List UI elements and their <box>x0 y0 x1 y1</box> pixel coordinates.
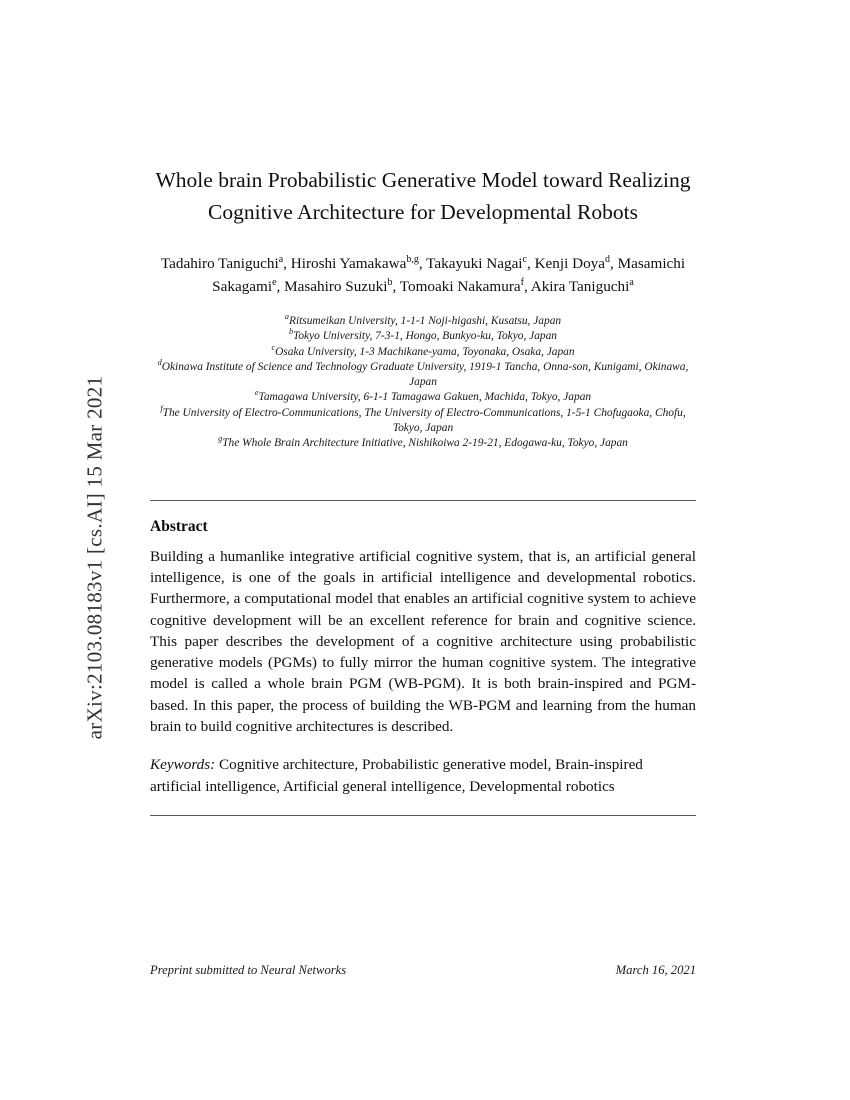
affiliation: $^c$Osaka University, 1-3 Machikane-yama, Toyonaka, Osaka, Japan <box>271 342 575 358</box>
affiliation: $^e$Tamagawa University, 6-1-1 Tamagawa Gakuen, Machida, Tokyo, Japan <box>254 388 592 404</box>
arxiv-stamp-text: arXiv:2103.08183v1 [cs.AI] 15 Mar 2021 <box>82 375 107 740</box>
affiliation-mark: b <box>288 327 294 337</box>
paper-content <box>150 0 696 1100</box>
affiliation-mark: d <box>157 358 162 368</box>
divider-below-keywords <box>150 815 696 816</box>
author-list: Tadahiro Taniguchi$^a$, Hiroshi Yamakawa$^{b,g}$, Takayuki Nagai$^c$, Kenji Doya$^d$, Masamichi Sakagami$^e$, Masahiro Suzuki$^b$, Tomoaki Nakamura$^f$, Akira Taniguchi$^a$ <box>160 253 686 295</box>
affiliation-mark: f <box>160 403 163 413</box>
author: Masahiro Suzuki$^b$ <box>284 276 393 295</box>
author-affiliation-mark: d <box>605 253 611 265</box>
abstract-heading: Abstract <box>150 517 208 535</box>
arxiv-stamp <box>0 0 110 1100</box>
footer-right: March 16, 2021 <box>615 963 696 977</box>
affiliation-mark: g <box>218 434 223 444</box>
affiliation: $^b$Tokyo University, 7-3-1, Hongo, Bunkyo-ku, Tokyo, Japan <box>288 327 558 343</box>
author: Takayuki Nagai$^c$ <box>426 253 527 272</box>
keywords <box>150 754 696 797</box>
author: Kenji Doya$^d$ <box>534 253 611 272</box>
author: Tadahiro Taniguchi$^a$ <box>160 253 284 272</box>
page-footer <box>150 963 696 978</box>
affiliation: $^d$Okinawa Institute of Science and Technology Graduate University, 1919-1 Tancha, Onna-son, Kunigami, Okinawa, Japan <box>157 358 689 389</box>
keywords-text: Cognitive architecture, Probabilistic generative model, Brain-inspired artificial intelligence, Artificial general intelligence, Developmental robotics <box>150 756 643 795</box>
affiliation: $^f$The University of Electro-Communications, The University of Electro-Communications, 1-5-1 Chofugaoka, Chofu, Tokyo, Japan <box>160 403 686 435</box>
author-affiliation-mark: f <box>520 276 524 288</box>
affiliation-list <box>150 314 696 452</box>
author: Masamichi Sakagami$^e$ <box>212 255 686 295</box>
divider-above-abstract <box>150 500 696 501</box>
author-affiliation-mark: a <box>278 253 284 265</box>
author-affiliation-mark: b <box>387 276 393 288</box>
author: Tomoaki Nakamura$^f$ <box>399 276 524 295</box>
affiliation: $^g$The Whole Brain Architecture Initiative, Nishikoiwa 2-19-21, Edogawa-ku, Tokyo, Japan <box>218 434 628 450</box>
abstract-text: Building a humanlike integrative artificial cognitive system, that is, an artificial general intelligence, is one of the goals in artificial intelligence and developmental robotics. Furthermore, a computational model that enables an artificial cognitive system to achieve cognitive development will be an excellent reference for brain and cognitive science. This paper describes the development of a cognitive architecture using probabilistic generative models (PGMs) to fully mirror the human cognitive system. The integrative model is called a whole brain PGM (WB-PGM). It is both brain-inspired and PGM-based. In this paper, the process of building the WB-PGM and learning from the human brain to build cognitive architectures is described. <box>150 547 696 736</box>
author: Hiroshi Yamakawa$^{b,g}$ <box>290 253 419 272</box>
keywords-label: Keywords: <box>150 756 216 774</box>
footer-left: Preprint submitted to Neural Networks <box>150 963 347 977</box>
author-affiliation-mark: b,g <box>406 253 419 265</box>
author-affiliation-mark: a <box>629 276 634 288</box>
affiliation: $^a$Ritsumeikan University, 1-1-1 Noji-higashi, Kusatsu, Japan <box>284 312 562 327</box>
affiliation-mark: a <box>284 312 289 322</box>
author-affiliation-mark: c <box>522 253 527 265</box>
author-affiliation-mark: e <box>272 276 277 288</box>
author: Akira Taniguchi$^a$ <box>530 276 634 295</box>
affiliation-mark: c <box>271 342 276 352</box>
page-title: Whole brain Probabilistic Generative Model toward Realizing Cognitive Architecture for Developmental Robots <box>155 168 691 224</box>
affiliation-mark: e <box>254 388 259 398</box>
